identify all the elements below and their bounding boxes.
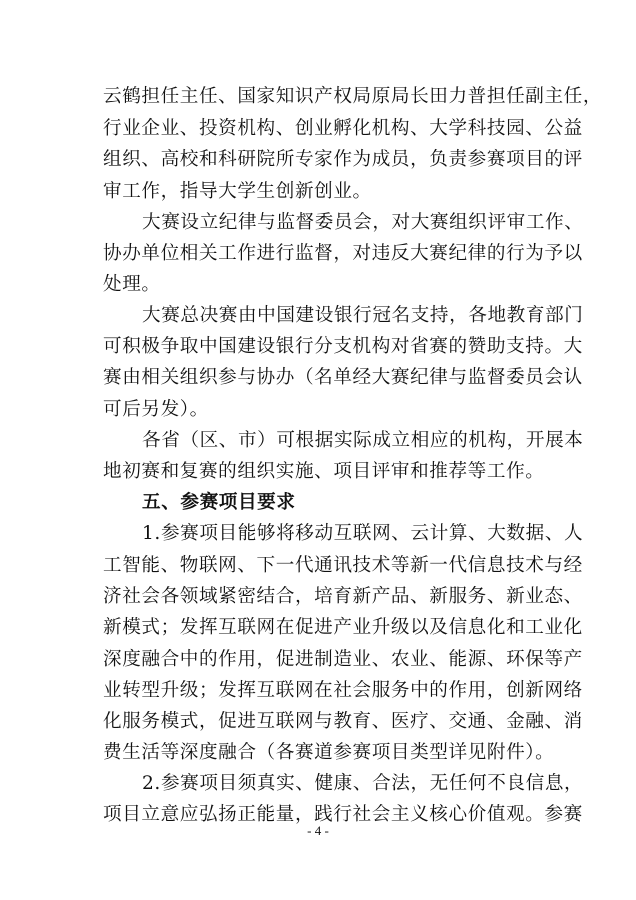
text-line: 济社会各领域紧密结合，培育新产品、新服务、新业态、 xyxy=(103,586,583,607)
text-line: 新模式；发挥互联网在促进产业升级以及信息化和工业化 xyxy=(103,617,583,638)
section-heading: 五、参赛项目要求 xyxy=(142,492,296,513)
text-line: 深度融合中的作用，促进制造业、农业、能源、环保等产 xyxy=(103,649,583,670)
paragraph-first-line: 大赛设立纪律与监督委员会，对大赛组织评审工作、 xyxy=(142,212,584,233)
text-line: 赛由相关组织参与协办（名单经大赛纪律与监督委员会认 xyxy=(103,367,583,388)
paragraph-first-line: 2.参赛项目须真实、健康、合法，无任何不良信息， xyxy=(142,773,584,794)
text-line: 化服务模式，促进互联网与教育、医疗、交通、金融、消 xyxy=(103,711,583,732)
paragraph-first-line: 1.参赛项目能够将移动互联网、云计算、大数据、人 xyxy=(142,523,584,544)
text-line: 行业企业、投资机构、创业孵化机构、大学科技园、公益 xyxy=(103,118,583,139)
text-line: 协办单位相关工作进行监督，对违反大赛纪律的行为予以 xyxy=(103,243,583,264)
text-line: 处理。 xyxy=(103,274,161,295)
paragraph-first-line: 大赛总决赛由中国建设银行冠名支持，各地教育部门 xyxy=(142,305,584,326)
page-number: - 4 - xyxy=(307,823,329,838)
paragraph-first-line: 各省（区、市）可根据实际成立相应的机构，开展本 xyxy=(142,430,584,451)
text-line: 云鹤担任主任、国家知识产权局原局长田力普担任副主任， xyxy=(103,86,603,107)
text-line: 工智能、物联网、下一代通讯技术等新一代信息技术与经 xyxy=(103,555,583,576)
text-line: 业转型升级；发挥互联网在社会服务中的作用，创新网络 xyxy=(103,680,583,701)
text-line: 审工作，指导大学生创新创业。 xyxy=(103,181,372,202)
text-line: 可后另发）。 xyxy=(103,399,209,420)
text-line: 地初赛和复赛的组织实施、项目评审和推荐等工作。 xyxy=(103,461,545,482)
text-line: 可积极争取中国建设银行分支机构对省赛的赞助支持。大 xyxy=(103,336,583,357)
text-line: 项目立意应弘扬正能量，践行社会主义核心价值观。参赛 xyxy=(103,804,583,825)
text-line: 费生活等深度融合（各赛道参赛项目类型详见附件）。 xyxy=(103,742,555,763)
text-line: 组织、高校和科研院所专家作为成员，负责参赛项目的评 xyxy=(103,149,583,170)
